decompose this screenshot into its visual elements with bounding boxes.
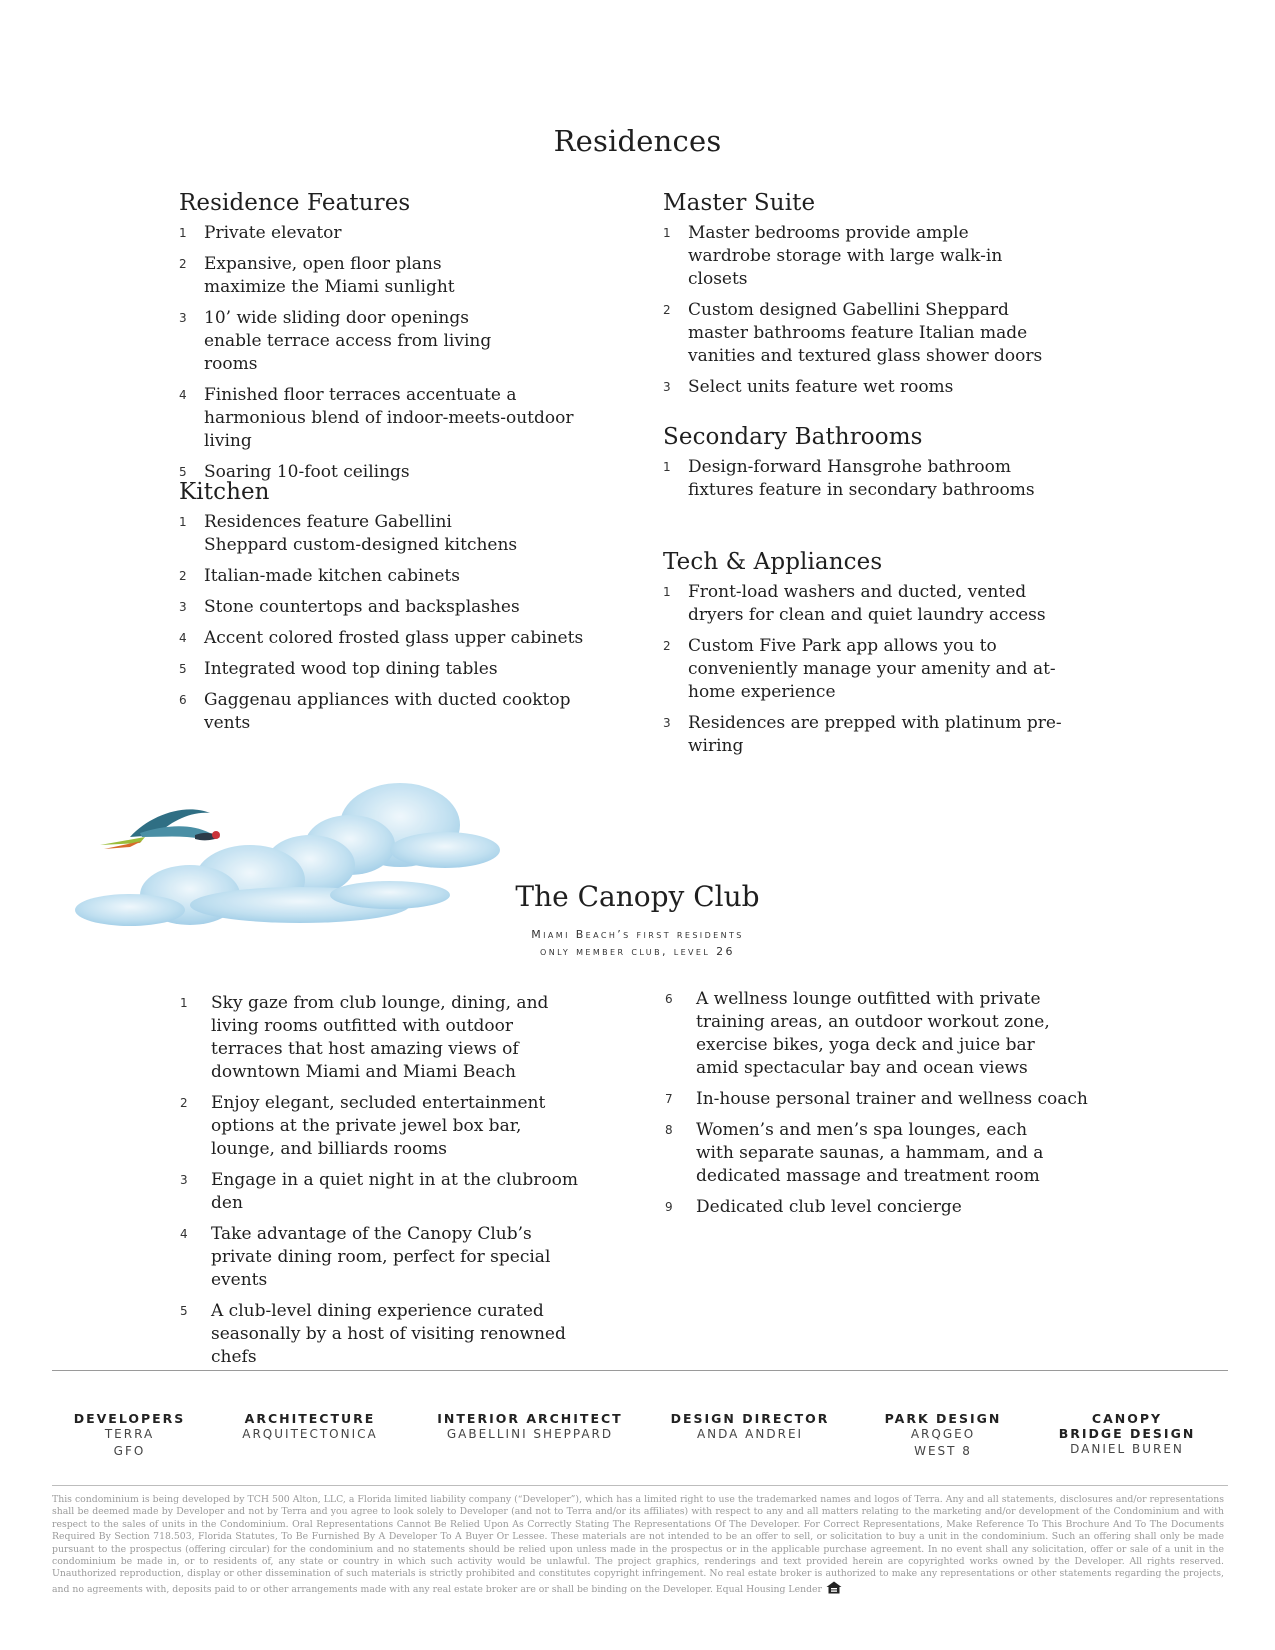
kitchen-heading: Kitchen	[179, 479, 270, 505]
canopy-club-subtitle: Miami Beach’s first residents only member club, level 26	[531, 928, 744, 958]
list-item: 3 Stone countertops and backsplashes	[179, 597, 520, 617]
list-item: 5 Integrated wood top dining tables	[179, 659, 498, 679]
list-item: 2 Expansive, open floor plans maximize the Miami sunlight	[179, 254, 455, 297]
list-item: 6 A wellness lounge outfitted with private training areas, an outdoor workout zone, exercise bikes, yoga deck and juice bar amid spectacular bay and ocean views	[665, 989, 1050, 1078]
credit-architecture: ARCHITECTURE ARQUITECTONICA	[242, 1411, 378, 1441]
master-suite-section	[663, 190, 1103, 407]
list-item: 2 Custom Five Park app allows you to conveniently manage your amenity and at-home experience	[663, 636, 1056, 702]
list-item: 3 Residences are prepped with platinum pre-wiring	[663, 713, 1062, 756]
bird-icon	[100, 809, 220, 849]
list-item: 3 10’ wide sliding door openings enable terrace access from living rooms	[179, 308, 492, 374]
divider	[52, 1370, 1228, 1371]
list-item: 1 Front-load washers and ducted, vented dryers for clean and quiet laundry access	[663, 582, 1046, 625]
list-item: 1 Private elevator	[179, 223, 342, 243]
kitchen-list	[179, 511, 619, 735]
kitchen-section	[179, 479, 619, 743]
canopy-club-left-list	[180, 992, 610, 1369]
legal-disclaimer: This condominium is being developed by TCH 500 Alton, LLC, a Florida limited liability company (“Developer”), which has a limited right to use the trademarked names and logos of Terra. Any and all statements, disclosures and/or representations shall be deemed made by Developer and not by Terra and you agree to look solely to Developer (and not to Terra and/or its affiliates) with respect to any and all matters relating to the marketing and/or development of the Condominium and with respect to the sales of units in the Condominium. Oral Representations Cannot Be Relied Upon As Correctly Stating The Representations Of The Developer. For Correct Representations, Make Reference To This Brochure And To The Documents Required By Section 718.503, Florida Statutes, To Be Furnished By A Developer To A Buyer Or Lessee. These materials are not intended to be an offer to sell, or solicitation to buy a unit in the condominium. Such an offering shall only be made pursuant to the prospectus (offering circular) for the condominium and no statements should be relied upon unless made in the prospectus or in the applicable purchase agreement. In no event shall any solicitation, offer or sale of a unit in the condominium be made in, or to residents of, any state or country in which such activity would be unlawful. The project graphics, renderings and text provided herein are copyrighted works owned by the Developer. All rights reserved. Unauthorized reproduction, display or other dissemination of such materials is strictly prohibited and constitutes copyright infringement. No real estate broker is authorized to make any representations or other statements regarding the projects, and no agreements with, deposits paid to or other arrangements made with any real estate broker are or shall be binding on the Developer. Equal Housing Lender	[52, 1494, 1224, 1595]
credit-developers: DEVELOPERS TERRA GFO	[73, 1411, 186, 1458]
master-suite-heading: Master Suite	[663, 190, 816, 216]
tech-appliances-heading: Tech & Appliances	[663, 549, 883, 575]
credit-canopy-bridge-design: CANOPY BRIDGE DESIGN DANIEL BUREN	[1058, 1411, 1196, 1456]
list-item: 5 Soaring 10-foot ceilings	[179, 462, 410, 482]
tech-appliances-list	[663, 581, 1113, 758]
list-item: 7 In-house personal trainer and wellness coach	[665, 1089, 1088, 1109]
divider	[52, 1485, 1228, 1486]
list-item: 9 Dedicated club level concierge	[665, 1197, 962, 1217]
master-suite-list	[663, 222, 1103, 399]
list-item: 2 Custom designed Gabellini Sheppard master bathrooms feature Italian made vanities and textured glass shower doors	[663, 300, 1043, 366]
tech-appliances-section	[663, 549, 1113, 766]
list-item: 4 Finished floor terraces accentuate a harmonious blend of indoor-meets-outdoor living	[179, 385, 574, 451]
list-item: 8 Women’s and men’s spa lounges, each with separate saunas, a hammam, and a dedicated massage and treatment room	[665, 1120, 1044, 1186]
list-item: 1 Design-forward Hansgrohe bathroom fixtures feature in secondary bathrooms	[663, 457, 1035, 500]
canopy-club-left-section	[180, 992, 610, 1377]
secondary-bathrooms-section	[663, 424, 1103, 510]
credit-park-design: PARK DESIGN ARQGEO WEST 8	[884, 1411, 1002, 1458]
equal-housing-icon	[826, 1581, 842, 1594]
residence-features-list	[179, 222, 619, 484]
residence-features-section	[179, 190, 619, 492]
canopy-club-right-section	[665, 988, 1105, 1227]
list-item: 5 A club-level dining experience curated seasonally by a host of visiting renowned chefs	[180, 1301, 566, 1367]
secondary-bathrooms-list	[663, 456, 1103, 502]
canopy-club-heading: The Canopy Club	[515, 880, 760, 913]
list-item: 1 Residences feature Gabellini Sheppard custom-designed kitchens	[179, 512, 518, 555]
list-item: 2 Italian-made kitchen cabinets	[179, 566, 460, 586]
page-title: Residences	[553, 124, 722, 158]
list-item: 1 Master bedrooms provide ample wardrobe storage with large walk-in closets	[663, 223, 1003, 289]
list-item: 2 Enjoy elegant, secluded entertainment options at the private jewel box bar, lounge, and billiards rooms	[180, 1093, 546, 1159]
list-item: 4 Accent colored frosted glass upper cabinets	[179, 628, 584, 648]
list-item: 1 Sky gaze from club lounge, dining, and living rooms outfitted with outdoor terraces that host amazing views of downtown Miami and Miami Beach	[180, 993, 549, 1082]
credits-row	[52, 1411, 1228, 1481]
secondary-bathrooms-heading: Secondary Bathrooms	[663, 424, 923, 450]
list-item: 4 Take advantage of the Canopy Club’s private dining room, perfect for special events	[180, 1224, 551, 1290]
credit-interior-architect: INTERIOR ARCHITECT GABELLINI SHEPPARD	[437, 1411, 623, 1441]
list-item: 3 Engage in a quiet night in at the clubroom den	[180, 1170, 578, 1213]
residence-features-heading: Residence Features	[179, 190, 411, 216]
canopy-club-right-list	[665, 988, 1105, 1219]
credit-design-director: DESIGN DIRECTOR ANDA ANDREI	[670, 1411, 830, 1441]
list-item: 6 Gaggenau appliances with ducted cooktop vents	[179, 690, 571, 733]
list-item: 3 Select units feature wet rooms	[663, 377, 954, 397]
